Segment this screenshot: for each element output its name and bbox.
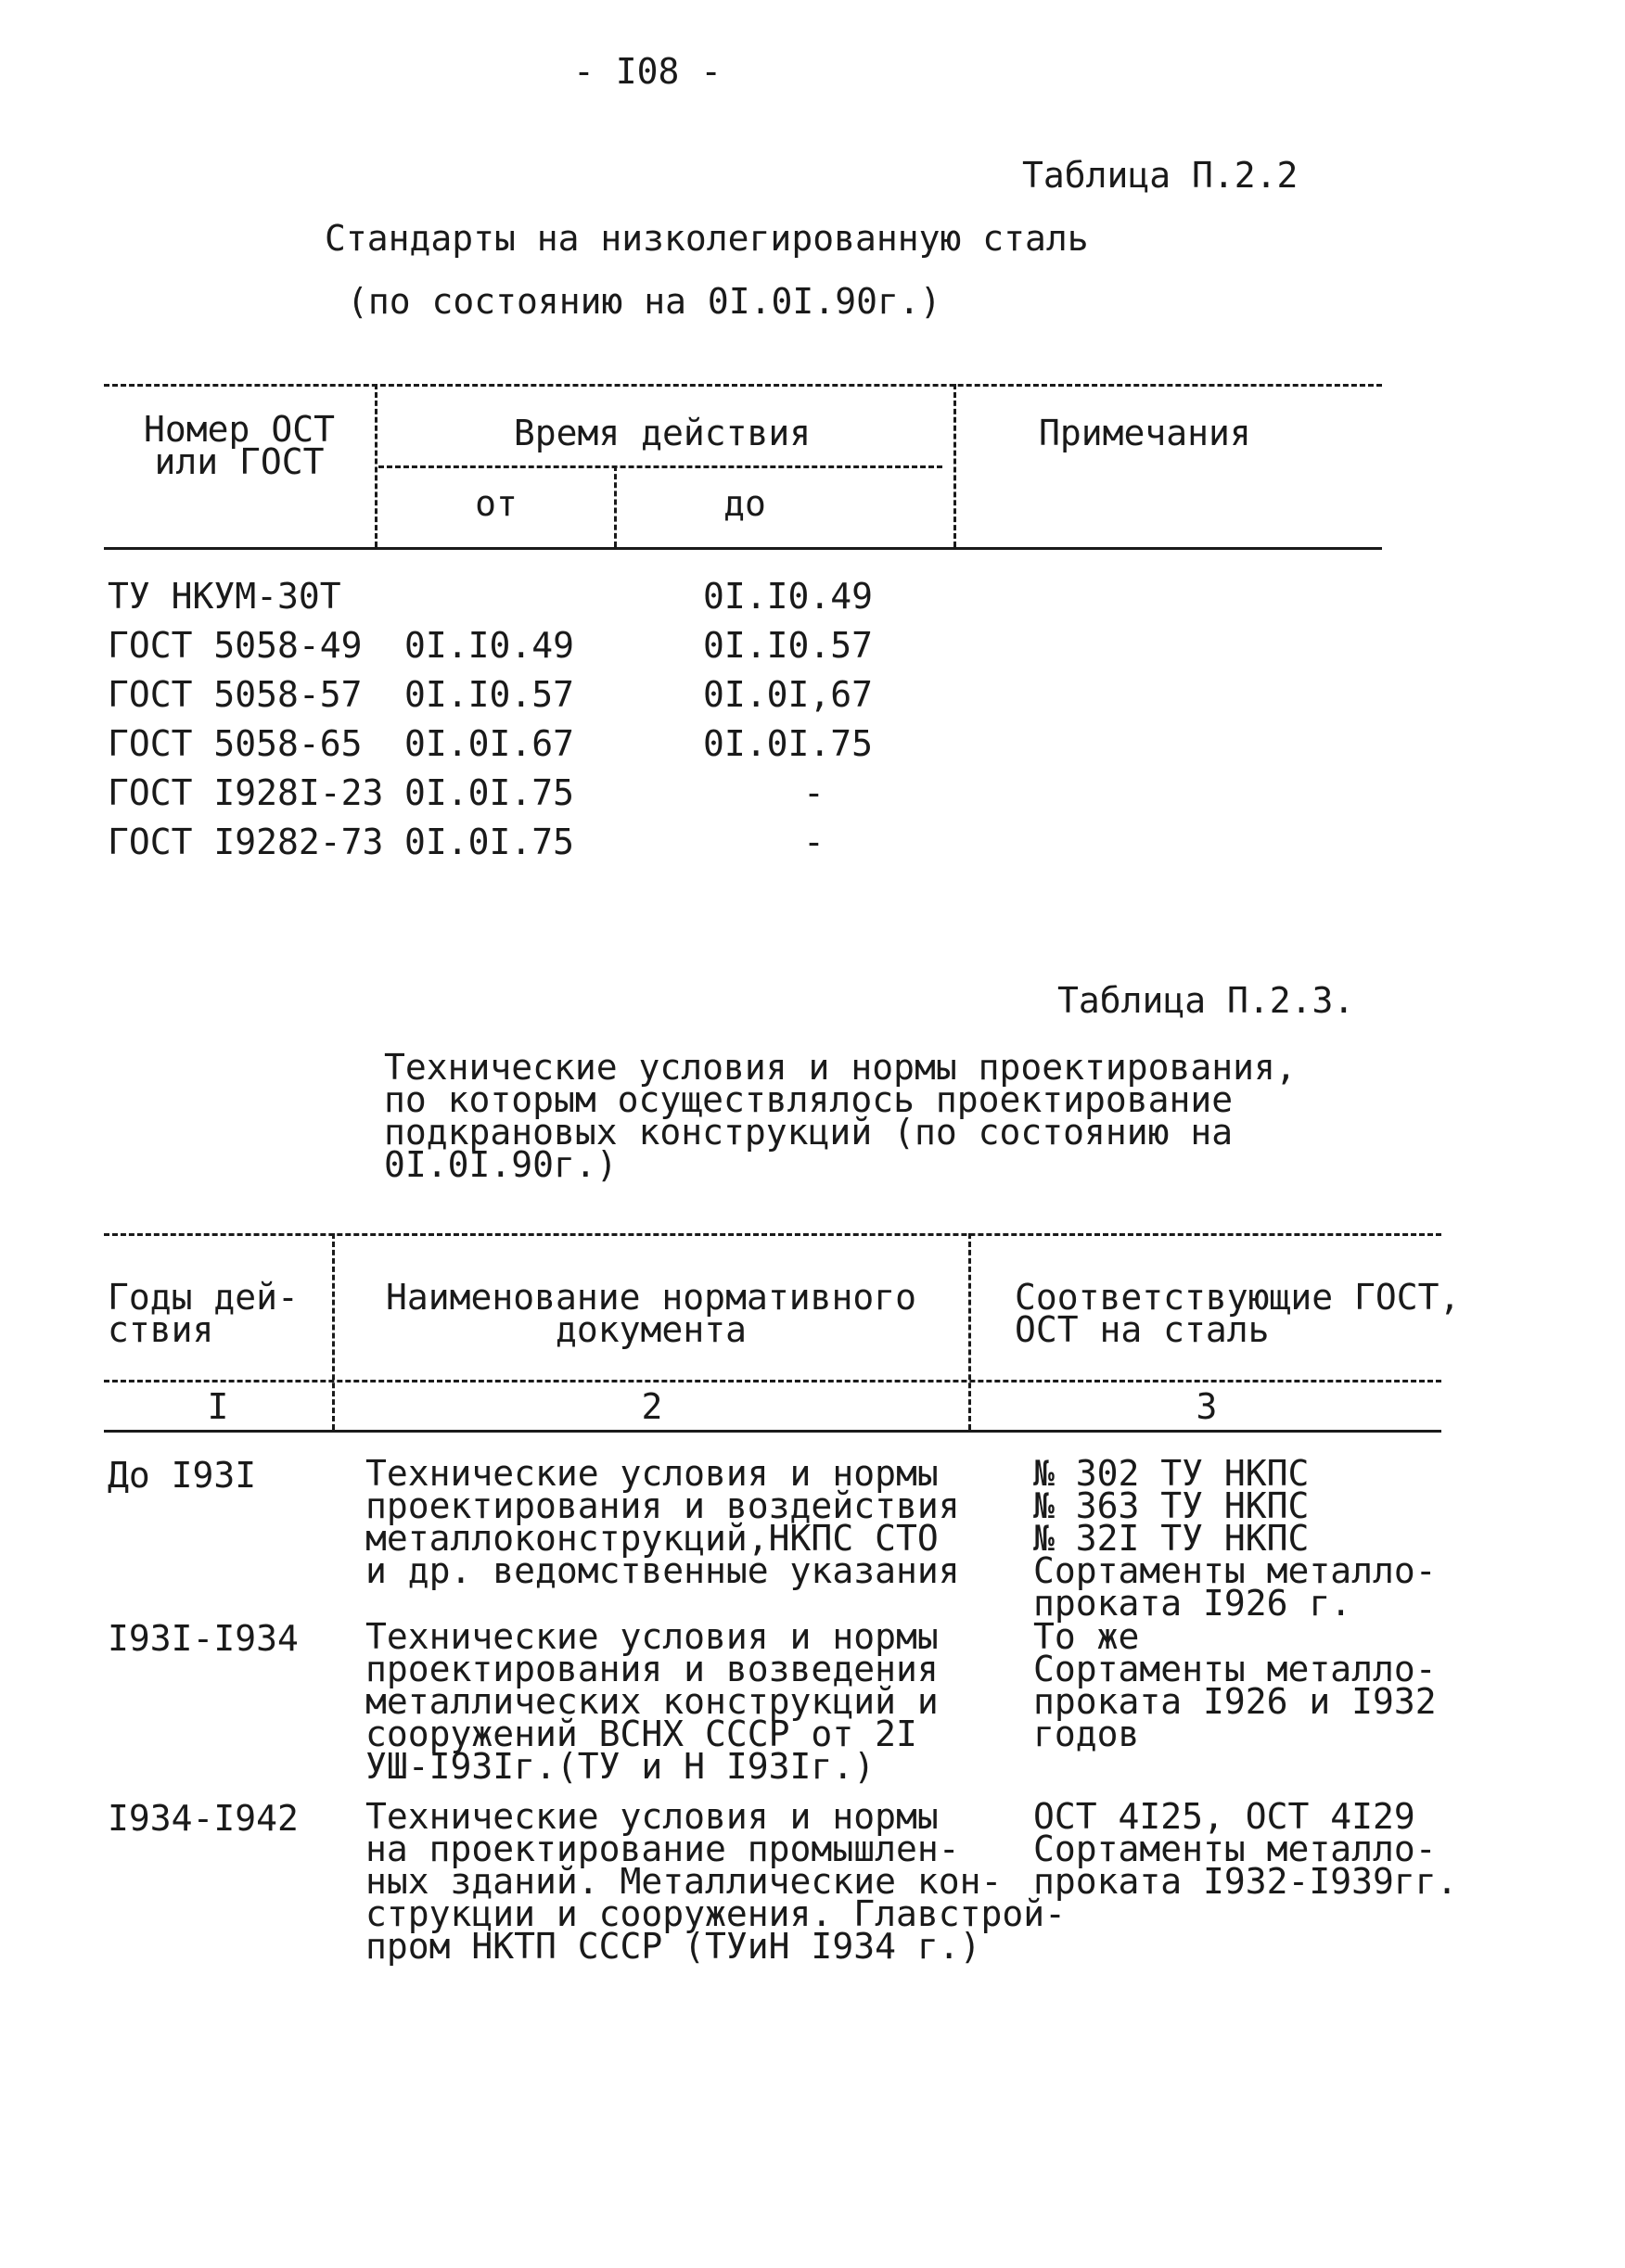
cell-from: 0I.0I.75 <box>404 822 575 862</box>
cell-from: 0I.I0.57 <box>404 674 575 715</box>
column-number-3: 3 <box>1196 1386 1218 1427</box>
cell-document: Технические условия и нормы на проектирование промышлен- ных зданий. Металлические кон- струкции и сооружения. Главстрой- пром НКТП СССР (ТУиН I934 г.) <box>365 1796 1066 1967</box>
header-gost: Соответствующие ГОСТ, ОСТ на сталь <box>1015 1277 1461 1350</box>
table-title: Стандарты на низколегированную сталь <box>325 218 1089 259</box>
column-divider <box>332 1233 335 1430</box>
header-document: Наименование нормативного документа <box>386 1277 916 1350</box>
cell-number: ГОСТ I928I-23 <box>108 772 384 813</box>
header-notes: Примечания <box>1039 413 1251 453</box>
column-divider <box>968 1233 971 1430</box>
header-bottom-rule <box>104 1430 1441 1433</box>
header-from: от <box>475 483 518 524</box>
cell-number: ГОСТ I9282-73 <box>108 822 384 862</box>
cell-number: ГОСТ 5058-65 <box>108 723 363 764</box>
header-top-rule <box>104 384 1382 387</box>
cell-from: 0I.I0.49 <box>404 625 575 666</box>
header-bottom-rule <box>104 547 1382 550</box>
cell-gost: То же Сортаменты металло- проката I926 и I932 годов <box>1033 1616 1437 1754</box>
column-divider <box>614 465 617 547</box>
cell-years: I93I-I934 <box>108 1618 299 1659</box>
cell-to: - <box>803 772 825 813</box>
header-to: до <box>723 483 766 524</box>
cell-from: 0I.0I.67 <box>404 723 575 764</box>
header-number: Номер ОСТ или ГОСТ <box>144 409 335 482</box>
column-number-2: 2 <box>641 1386 663 1427</box>
cell-number: ТУ НКУМ-30Т <box>108 576 341 617</box>
cell-to: 0I.0I.75 <box>703 723 874 764</box>
cell-to: - <box>803 822 825 862</box>
column-divider <box>375 384 377 547</box>
table-caption: Таблица П.2.3. <box>1057 980 1355 1021</box>
cell-number: ГОСТ 5058-57 <box>108 674 363 715</box>
table-caption: Таблица П.2.2 <box>1022 155 1299 196</box>
cell-years: До I93I <box>108 1455 257 1496</box>
column-divider <box>953 384 956 547</box>
cell-years: I934-I942 <box>108 1798 299 1839</box>
cell-document: Технические условия и нормы проектирования и возведения металлических конструкций и сооружений ВСНХ СССР от 2I УШ-I93Iг.(ТУ и Н I93Iг.) <box>365 1616 939 1787</box>
table-title: Технические условия и нормы проектирования, по которым осуществлялось проектирование подкрановых конструкций (по состоянию на 0I.0I.90г.) <box>384 1047 1297 1185</box>
header-mid-rule <box>104 1380 1441 1382</box>
cell-number: ГОСТ 5058-49 <box>108 625 363 666</box>
cell-gost: № 302 ТУ НКПС № 363 ТУ НКПС № 32I ТУ НКПС Сортаменты металло- проката I926 г. <box>1033 1453 1437 1624</box>
cell-to: 0I.I0.49 <box>703 576 874 617</box>
cell-gost: ОСТ 4I25, ОСТ 4I29 Сортаменты металло- проката I932-I939гг. <box>1033 1796 1458 1902</box>
page-number: - I08 - <box>573 51 723 92</box>
cell-to: 0I.I0.57 <box>703 625 874 666</box>
cell-from: 0I.0I.75 <box>404 772 575 813</box>
table-subtitle: (по состоянию на 0I.0I.90г.) <box>347 281 941 322</box>
header-top-rule <box>104 1233 1441 1236</box>
cell-to: 0I.0I,67 <box>703 674 874 715</box>
column-number-1: I <box>207 1386 229 1427</box>
header-period: Время действия <box>513 413 812 453</box>
header-years: Годы дей- ствия <box>108 1277 299 1350</box>
header-mid-rule <box>378 465 942 468</box>
cell-document: Технические условия и нормы проектирования и воздействия металлоконструкций,НКПС СТО и др. ведомственные указания <box>365 1453 960 1591</box>
